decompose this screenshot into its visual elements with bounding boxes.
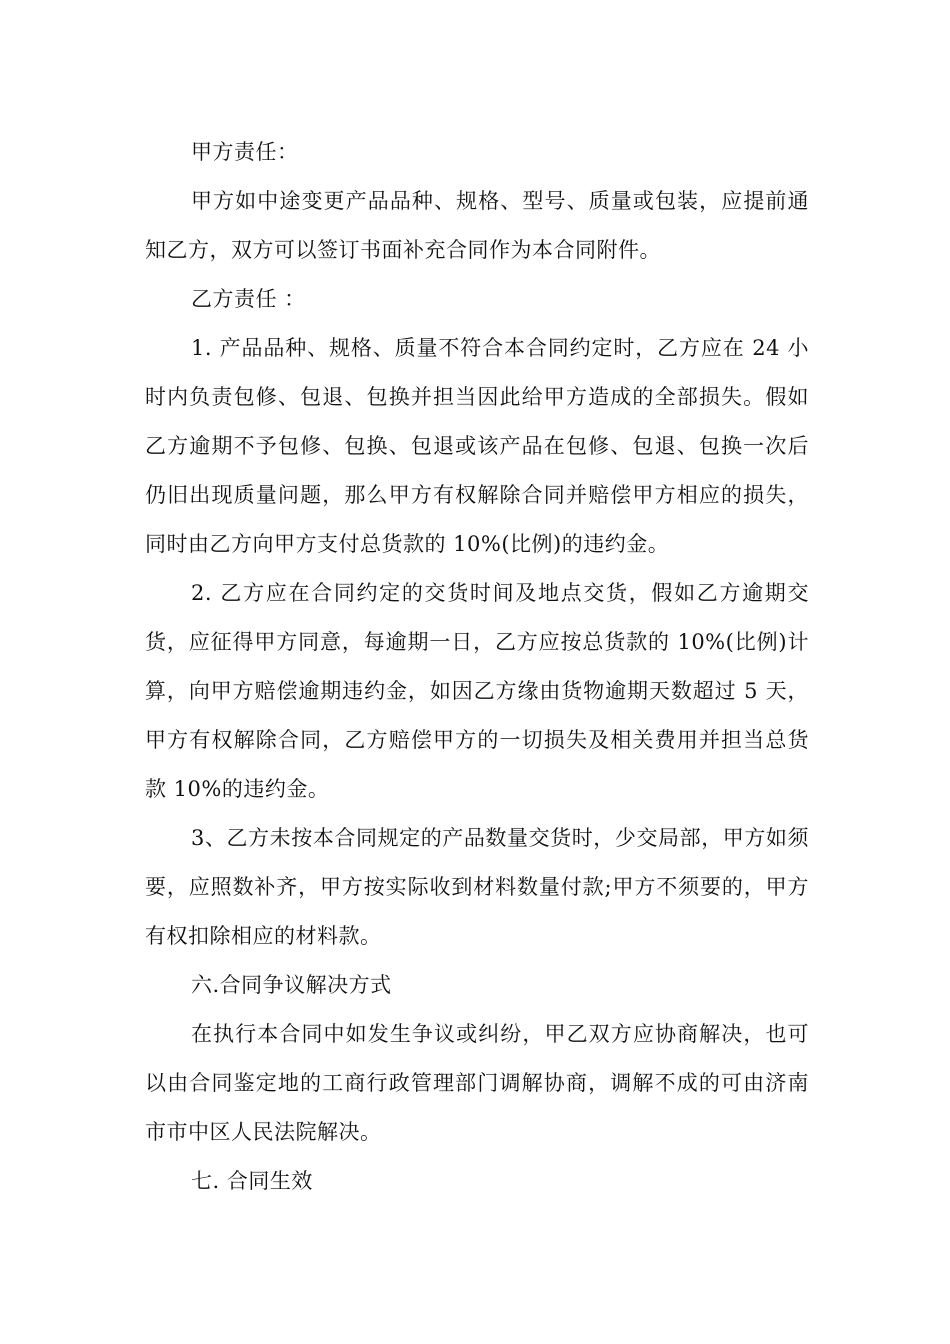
heading-contract-effective: 七. 合同生效 (191, 1169, 313, 1193)
heading-party-b-responsibility: 乙方责任 ： (191, 287, 306, 311)
paragraph-dispute-resolution: 在执行本合同中如发生争议或纠纷，甲乙双方应协商解决，也可以由合同鉴定地的工商行政管理部门调解协商，调解不成的可由济南市市中区人民法院解决。 (145, 1022, 809, 1144)
document-body (145, 128, 809, 1206)
paragraph-party-a-change-notice: 甲方如中途变更产品品种、规格、型号、质量或包装，应提前通知乙方，双方可以签订书面补充合同作为本合同附件。 (145, 189, 809, 262)
paragraph-clause-2-delivery: 2. 乙方应在合同约定的交货时间及地点交货，假如乙方逾期交货，应征得甲方同意，每逾期一日，乙方应按总货款的 10%(比例)计算，向甲方赔偿逾期违约金，如因乙方缘由货物逾期天数超过 5 天，甲方有权解除合同，乙方赔偿甲方的一切损失及相关费用并担当总货款 10%的违约金。 (145, 581, 809, 801)
paragraph-clause-1-quality: 1. 产品品种、规格、质量不符合本合同约定时，乙方应在 24 小时内负责包修、包退、包换并担当因此给甲方造成的全部损失。假如乙方逾期不予包修、包换、包退或该产品在包修、包退、包换一次后仍旧出现质量问题，那么甲方有权解除合同并赔偿甲方相应的损失，同时由乙方向甲方支付总货款的 10%(比例)的违约金。 (145, 336, 809, 556)
heading-party-a-responsibility: 甲方责任： (191, 140, 299, 164)
heading-dispute-resolution: 六.合同争议解决方式 (191, 973, 392, 997)
paragraph-clause-3-quantity: 3、乙方未按本合同规定的产品数量交货时，少交局部，甲方如须要，应照数补齐，甲方按实际收到材料数量付款;甲方不须要的，甲方有权扣除相应的材料款。 (145, 826, 809, 948)
